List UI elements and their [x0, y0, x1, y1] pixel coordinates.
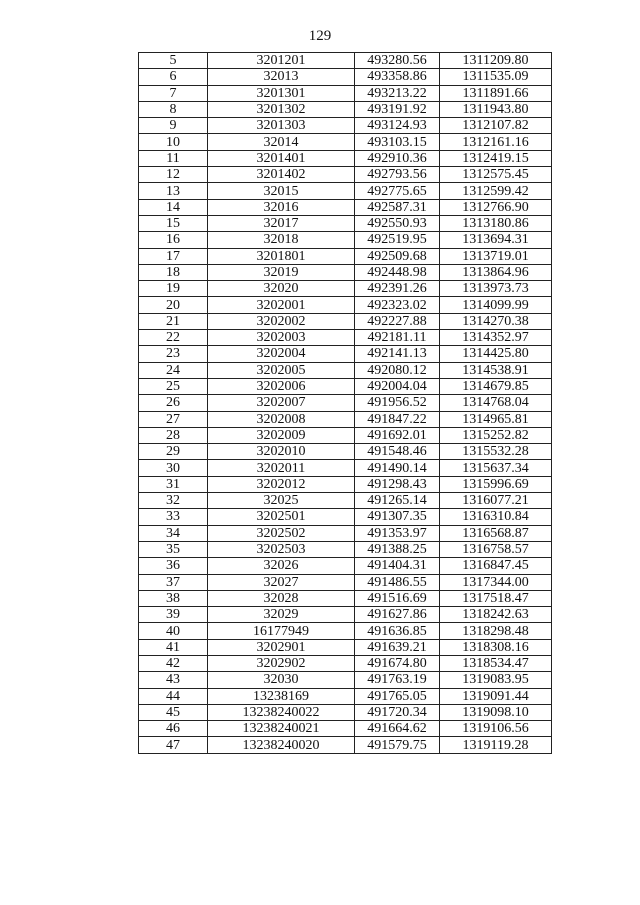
- x-coordinate-cell: 492519.95: [355, 232, 440, 248]
- point-id-cell: 3202501: [208, 509, 355, 525]
- y-coordinate-cell: 1313180.86: [440, 215, 552, 231]
- point-id-cell: 3201301: [208, 85, 355, 101]
- row-number-cell: 40: [139, 623, 208, 639]
- y-coordinate-cell: 1319106.56: [440, 721, 552, 737]
- table-row: [139, 167, 552, 183]
- x-coordinate-cell: 492509.68: [355, 248, 440, 264]
- x-coordinate-cell: 491639.21: [355, 639, 440, 655]
- point-id-cell: 3202502: [208, 525, 355, 541]
- row-number-cell: 37: [139, 574, 208, 590]
- point-id-cell: 3201402: [208, 167, 355, 183]
- point-id-cell: 13238169: [208, 688, 355, 704]
- table-row: [139, 183, 552, 199]
- table-row: [139, 232, 552, 248]
- row-number-cell: 17: [139, 248, 208, 264]
- table-row: [139, 264, 552, 280]
- row-number-cell: 19: [139, 281, 208, 297]
- y-coordinate-cell: 1315996.69: [440, 476, 552, 492]
- x-coordinate-cell: 491956.52: [355, 395, 440, 411]
- row-number-cell: 34: [139, 525, 208, 541]
- x-coordinate-cell: 493191.92: [355, 101, 440, 117]
- table-row: [139, 655, 552, 671]
- row-number-cell: 31: [139, 476, 208, 492]
- table-row: [139, 150, 552, 166]
- point-id-cell: 32013: [208, 69, 355, 85]
- x-coordinate-cell: 491548.46: [355, 444, 440, 460]
- table-row: [139, 574, 552, 590]
- row-number-cell: 22: [139, 330, 208, 346]
- point-id-cell: 32026: [208, 558, 355, 574]
- x-coordinate-cell: 493280.56: [355, 53, 440, 69]
- table-row: [139, 721, 552, 737]
- row-number-cell: 41: [139, 639, 208, 655]
- point-id-cell: 32027: [208, 574, 355, 590]
- y-coordinate-cell: 1312575.45: [440, 167, 552, 183]
- row-number-cell: 46: [139, 721, 208, 737]
- x-coordinate-cell: 492587.31: [355, 199, 440, 215]
- point-id-cell: 3201201: [208, 53, 355, 69]
- row-number-cell: 7: [139, 85, 208, 101]
- table-row: [139, 688, 552, 704]
- table-row: [139, 509, 552, 525]
- table-row: [139, 346, 552, 362]
- table-row: [139, 362, 552, 378]
- x-coordinate-cell: 492141.13: [355, 346, 440, 362]
- row-number-cell: 36: [139, 558, 208, 574]
- y-coordinate-cell: 1314352.97: [440, 330, 552, 346]
- point-id-cell: 16177949: [208, 623, 355, 639]
- row-number-cell: 39: [139, 607, 208, 623]
- x-coordinate-cell: 491720.34: [355, 704, 440, 720]
- x-coordinate-cell: 491298.43: [355, 476, 440, 492]
- point-id-cell: 32016: [208, 199, 355, 215]
- row-number-cell: 29: [139, 444, 208, 460]
- row-number-cell: 38: [139, 590, 208, 606]
- row-number-cell: 16: [139, 232, 208, 248]
- y-coordinate-cell: 1317344.00: [440, 574, 552, 590]
- table-row: [139, 297, 552, 313]
- table-row: [139, 199, 552, 215]
- x-coordinate-cell: 492323.02: [355, 297, 440, 313]
- x-coordinate-cell: 492550.93: [355, 215, 440, 231]
- x-coordinate-cell: 492181.11: [355, 330, 440, 346]
- point-id-cell: 32028: [208, 590, 355, 606]
- point-id-cell: 13238240021: [208, 721, 355, 737]
- y-coordinate-cell: 1316310.84: [440, 509, 552, 525]
- y-coordinate-cell: 1316847.45: [440, 558, 552, 574]
- row-number-cell: 33: [139, 509, 208, 525]
- point-id-cell: 3202006: [208, 378, 355, 394]
- x-coordinate-cell: 491404.31: [355, 558, 440, 574]
- x-coordinate-cell: 492391.26: [355, 281, 440, 297]
- y-coordinate-cell: 1311535.09: [440, 69, 552, 85]
- x-coordinate-cell: 491627.86: [355, 607, 440, 623]
- point-id-cell: 3202008: [208, 411, 355, 427]
- y-coordinate-cell: 1315252.82: [440, 427, 552, 443]
- point-id-cell: 32030: [208, 672, 355, 688]
- x-coordinate-cell: 492775.65: [355, 183, 440, 199]
- y-coordinate-cell: 1319098.10: [440, 704, 552, 720]
- point-id-cell: 3202012: [208, 476, 355, 492]
- table-row: [139, 85, 552, 101]
- point-id-cell: 32019: [208, 264, 355, 280]
- y-coordinate-cell: 1313694.31: [440, 232, 552, 248]
- x-coordinate-cell: 493213.22: [355, 85, 440, 101]
- y-coordinate-cell: 1314768.04: [440, 395, 552, 411]
- row-number-cell: 13: [139, 183, 208, 199]
- row-number-cell: 47: [139, 737, 208, 753]
- row-number-cell: 28: [139, 427, 208, 443]
- row-number-cell: 35: [139, 541, 208, 557]
- y-coordinate-cell: 1313719.01: [440, 248, 552, 264]
- table-row: [139, 53, 552, 69]
- x-coordinate-cell: 491763.19: [355, 672, 440, 688]
- y-coordinate-cell: 1314270.38: [440, 313, 552, 329]
- row-number-cell: 20: [139, 297, 208, 313]
- point-id-cell: 3202004: [208, 346, 355, 362]
- x-coordinate-cell: 491516.69: [355, 590, 440, 606]
- point-id-cell: 3202002: [208, 313, 355, 329]
- x-coordinate-cell: 491579.75: [355, 737, 440, 753]
- point-id-cell: 3201303: [208, 118, 355, 134]
- y-coordinate-cell: 1311943.80: [440, 101, 552, 117]
- y-coordinate-cell: 1314099.99: [440, 297, 552, 313]
- row-number-cell: 6: [139, 69, 208, 85]
- point-id-cell: 3202003: [208, 330, 355, 346]
- y-coordinate-cell: 1315532.28: [440, 444, 552, 460]
- point-id-cell: 3201801: [208, 248, 355, 264]
- x-coordinate-cell: 491692.01: [355, 427, 440, 443]
- table-row: [139, 541, 552, 557]
- table-row: [139, 476, 552, 492]
- row-number-cell: 15: [139, 215, 208, 231]
- table-row: [139, 427, 552, 443]
- row-number-cell: 45: [139, 704, 208, 720]
- y-coordinate-cell: 1314538.91: [440, 362, 552, 378]
- y-coordinate-cell: 1318308.16: [440, 639, 552, 655]
- x-coordinate-cell: 491307.35: [355, 509, 440, 525]
- y-coordinate-cell: 1312766.90: [440, 199, 552, 215]
- table-row: [139, 558, 552, 574]
- x-coordinate-cell: 491490.14: [355, 460, 440, 476]
- table-row: [139, 134, 552, 150]
- x-coordinate-cell: 491674.80: [355, 655, 440, 671]
- table-row: [139, 525, 552, 541]
- point-id-cell: 3201401: [208, 150, 355, 166]
- x-coordinate-cell: 492448.98: [355, 264, 440, 280]
- point-id-cell: 3202005: [208, 362, 355, 378]
- table-row: [139, 248, 552, 264]
- x-coordinate-cell: 493358.86: [355, 69, 440, 85]
- point-id-cell: 3202010: [208, 444, 355, 460]
- x-coordinate-cell: 491353.97: [355, 525, 440, 541]
- point-id-cell: 3201302: [208, 101, 355, 117]
- table-row: [139, 281, 552, 297]
- x-coordinate-cell: 491664.62: [355, 721, 440, 737]
- x-coordinate-cell: 491486.55: [355, 574, 440, 590]
- y-coordinate-cell: 1316568.87: [440, 525, 552, 541]
- table-row: [139, 607, 552, 623]
- y-coordinate-cell: 1318298.48: [440, 623, 552, 639]
- y-coordinate-cell: 1311891.66: [440, 85, 552, 101]
- point-id-cell: 3202901: [208, 639, 355, 655]
- table-row: [139, 313, 552, 329]
- point-id-cell: 3202902: [208, 655, 355, 671]
- coordinates-table-body: [139, 53, 552, 754]
- table-row: [139, 639, 552, 655]
- y-coordinate-cell: 1313973.73: [440, 281, 552, 297]
- table-row: [139, 395, 552, 411]
- y-coordinate-cell: 1314425.80: [440, 346, 552, 362]
- row-number-cell: 30: [139, 460, 208, 476]
- row-number-cell: 24: [139, 362, 208, 378]
- row-number-cell: 8: [139, 101, 208, 117]
- x-coordinate-cell: 492910.36: [355, 150, 440, 166]
- table-row: [139, 101, 552, 117]
- table-row: [139, 378, 552, 394]
- table-row: [139, 411, 552, 427]
- point-id-cell: 13238240020: [208, 737, 355, 753]
- y-coordinate-cell: 1318242.63: [440, 607, 552, 623]
- point-id-cell: 32025: [208, 493, 355, 509]
- coordinates-table: [138, 52, 552, 754]
- table-row: [139, 215, 552, 231]
- y-coordinate-cell: 1319119.28: [440, 737, 552, 753]
- row-number-cell: 25: [139, 378, 208, 394]
- table-row: [139, 737, 552, 753]
- table-row: [139, 118, 552, 134]
- table-row: [139, 590, 552, 606]
- point-id-cell: 3202001: [208, 297, 355, 313]
- table-row: [139, 460, 552, 476]
- x-coordinate-cell: 492080.12: [355, 362, 440, 378]
- point-id-cell: 32017: [208, 215, 355, 231]
- table-row: [139, 493, 552, 509]
- row-number-cell: 42: [139, 655, 208, 671]
- table-row: [139, 69, 552, 85]
- x-coordinate-cell: 493103.15: [355, 134, 440, 150]
- y-coordinate-cell: 1312599.42: [440, 183, 552, 199]
- x-coordinate-cell: 491847.22: [355, 411, 440, 427]
- y-coordinate-cell: 1315637.34: [440, 460, 552, 476]
- row-number-cell: 10: [139, 134, 208, 150]
- x-coordinate-cell: 493124.93: [355, 118, 440, 134]
- table-row: [139, 704, 552, 720]
- y-coordinate-cell: 1319091.44: [440, 688, 552, 704]
- table-row: [139, 623, 552, 639]
- y-coordinate-cell: 1313864.96: [440, 264, 552, 280]
- point-id-cell: 3202011: [208, 460, 355, 476]
- point-id-cell: 3202009: [208, 427, 355, 443]
- x-coordinate-cell: 491765.05: [355, 688, 440, 704]
- row-number-cell: 9: [139, 118, 208, 134]
- point-id-cell: 3202503: [208, 541, 355, 557]
- y-coordinate-cell: 1312419.15: [440, 150, 552, 166]
- row-number-cell: 27: [139, 411, 208, 427]
- row-number-cell: 23: [139, 346, 208, 362]
- point-id-cell: 32015: [208, 183, 355, 199]
- y-coordinate-cell: 1318534.47: [440, 655, 552, 671]
- y-coordinate-cell: 1314679.85: [440, 378, 552, 394]
- point-id-cell: 3202007: [208, 395, 355, 411]
- y-coordinate-cell: 1312161.16: [440, 134, 552, 150]
- table-row: [139, 330, 552, 346]
- row-number-cell: 18: [139, 264, 208, 280]
- x-coordinate-cell: 492227.88: [355, 313, 440, 329]
- point-id-cell: 32029: [208, 607, 355, 623]
- x-coordinate-cell: 492793.56: [355, 167, 440, 183]
- y-coordinate-cell: 1317518.47: [440, 590, 552, 606]
- y-coordinate-cell: 1311209.80: [440, 53, 552, 69]
- point-id-cell: 32014: [208, 134, 355, 150]
- table-row: [139, 672, 552, 688]
- row-number-cell: 44: [139, 688, 208, 704]
- row-number-cell: 21: [139, 313, 208, 329]
- point-id-cell: 32018: [208, 232, 355, 248]
- row-number-cell: 26: [139, 395, 208, 411]
- x-coordinate-cell: 491388.25: [355, 541, 440, 557]
- page-number: 129: [308, 28, 332, 44]
- y-coordinate-cell: 1316758.57: [440, 541, 552, 557]
- x-coordinate-cell: 492004.04: [355, 378, 440, 394]
- row-number-cell: 14: [139, 199, 208, 215]
- y-coordinate-cell: 1314965.81: [440, 411, 552, 427]
- x-coordinate-cell: 491265.14: [355, 493, 440, 509]
- y-coordinate-cell: 1316077.21: [440, 493, 552, 509]
- point-id-cell: 13238240022: [208, 704, 355, 720]
- row-number-cell: 12: [139, 167, 208, 183]
- x-coordinate-cell: 491636.85: [355, 623, 440, 639]
- table-row: [139, 444, 552, 460]
- point-id-cell: 32020: [208, 281, 355, 297]
- row-number-cell: 32: [139, 493, 208, 509]
- row-number-cell: 43: [139, 672, 208, 688]
- y-coordinate-cell: 1312107.82: [440, 118, 552, 134]
- row-number-cell: 5: [139, 53, 208, 69]
- row-number-cell: 11: [139, 150, 208, 166]
- y-coordinate-cell: 1319083.95: [440, 672, 552, 688]
